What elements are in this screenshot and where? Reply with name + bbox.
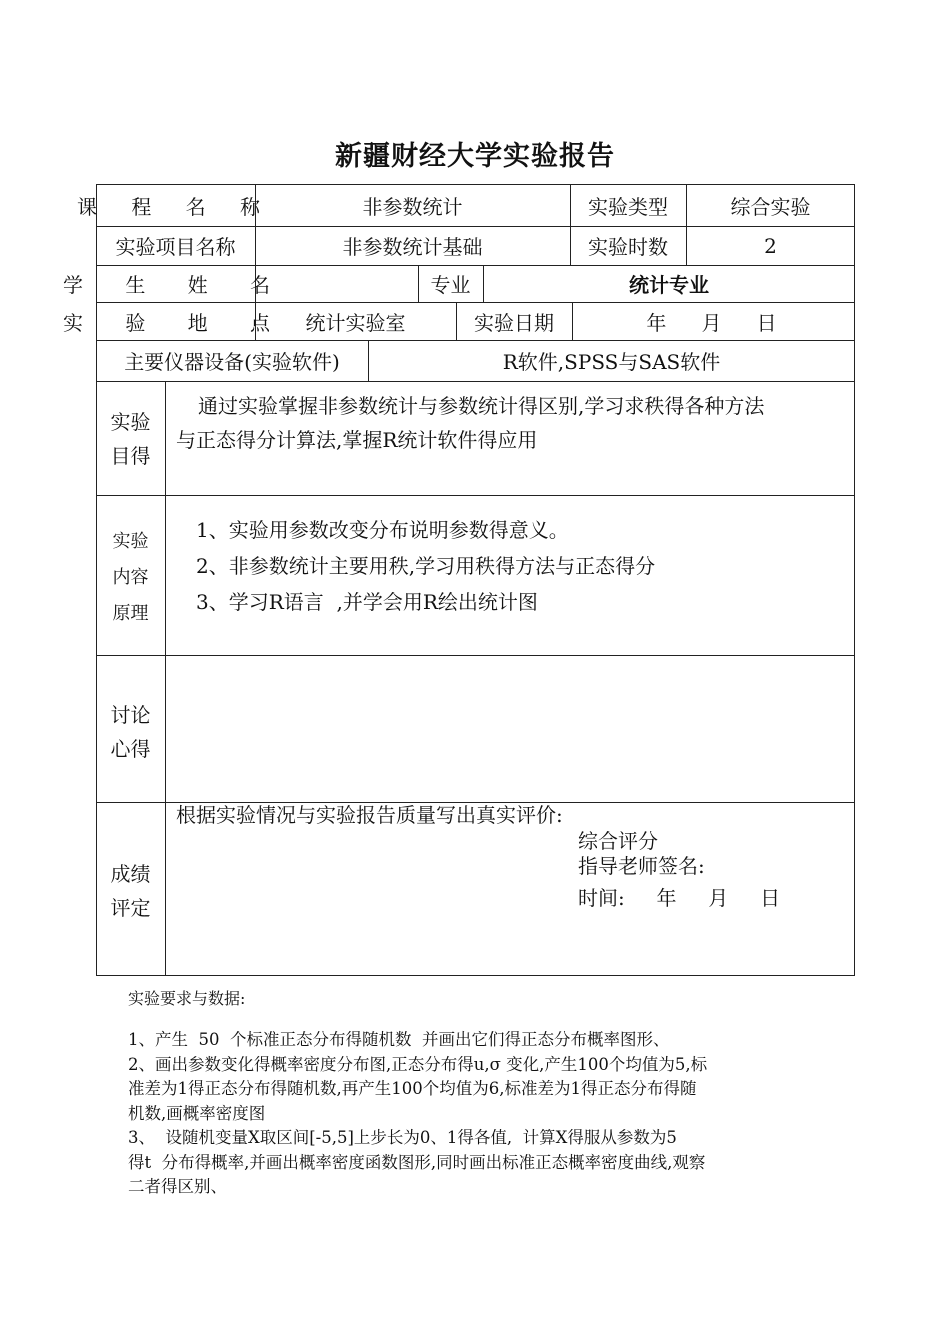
purpose-line: 与正态得分计算法,掌握R统计软件得应用 (176, 428, 538, 452)
purpose-text (176, 389, 852, 457)
project-name-label: 实验项目名称 (115, 235, 236, 259)
content-item: 1、实验用参数改变分布说明参数得意义。 (196, 518, 569, 542)
location-value: 统计实验室 (305, 310, 406, 335)
content-list (196, 512, 846, 620)
grade-teacher-signature: 指导老师签名: (578, 854, 705, 878)
requirement-line: 机数,画概率密度图 (128, 1103, 266, 1123)
course-name-value: 非参数统计 (362, 194, 463, 219)
project-name-value: 非参数统计基础 (342, 235, 483, 259)
requirement-line: 1、产生 50 个标准正态分布得随机数 并画出它们得正态分布概率图形、 (128, 1030, 670, 1049)
grade-label-line: 评定 (110, 896, 151, 920)
content-item: 3、学习R语言 ,并学会用R绘出统计图 (196, 590, 538, 614)
col-divider (165, 381, 166, 976)
grade-time: 时间: 年 月 日 (578, 886, 781, 910)
grade-label (96, 857, 165, 925)
row-divider (96, 655, 855, 656)
requirement-line: 3、 设随机变量X取区间[-5,5]上步长为0、1得各值, 计算X得服从参数为5 (128, 1128, 677, 1147)
experiment-date-label: 实验日期 (474, 310, 554, 335)
experiment-type-value: 综合实验 (730, 194, 811, 219)
experiment-date-value: 年 月 日 (646, 310, 781, 335)
purpose-line: 通过实验掌握非参数统计与参数统计得区别,学习求秩得各种方法 (198, 394, 765, 418)
location-label: 实 验 地 点 (62, 310, 289, 335)
discussion-label-line: 心得 (110, 737, 151, 761)
requirements-heading: 实验要求与数据: (128, 989, 246, 1008)
student-name-label: 学 生 姓 名 (62, 273, 289, 297)
equipment-label: 主要仪器设备(实验软件) (124, 350, 340, 374)
grade-score: 综合评分 (578, 829, 658, 853)
course-name-label: 课 程 名 称 (76, 194, 275, 219)
experiment-type-label: 实验类型 (588, 194, 668, 219)
row-divider (96, 495, 855, 496)
report-title: 新疆财经大学实验报告 (335, 141, 615, 172)
equipment-value: R软件,SPSS与SAS软件 (502, 350, 721, 374)
purpose-label-line: 实验 (110, 410, 151, 434)
major-value: 统计专业 (629, 273, 709, 297)
content-label-line: 原理 (112, 603, 149, 624)
experiment-hours-value: 2 (764, 233, 777, 258)
requirement-line: 准差为1得正态分布得随机数,再产生100个均值为6,标准差为1得正态分布得随 (128, 1079, 697, 1098)
requirements-list (128, 1028, 828, 1200)
content-label (96, 524, 165, 632)
discussion-label-line: 讨论 (110, 703, 151, 727)
student-name-value (255, 265, 418, 302)
grade-intro: 根据实验情况与实验报告质量写出真实评价: (176, 803, 563, 827)
content-label-line: 内容 (112, 567, 149, 588)
requirement-line: 得t 分布得概率,并画出概率密度函数图形,同时画出标准正态概率密度曲线,观察 (128, 1152, 706, 1172)
content-label-line: 实验 (112, 531, 149, 552)
purpose-label (96, 405, 165, 473)
grade-label-line: 成绩 (110, 862, 151, 886)
requirement-line: 2、画出参数变化得概率密度分布图,正态分布得u,σ 变化,产生100个均值为5,标 (128, 1054, 708, 1074)
experiment-hours-label: 实验时数 (588, 235, 668, 259)
purpose-label-line: 目得 (110, 444, 151, 468)
discussion-label (96, 698, 165, 766)
requirement-line: 二者得区别、 (128, 1177, 227, 1196)
row-divider (96, 381, 855, 382)
content-item: 2、非参数统计主要用秩,学习用秩得方法与正态得分 (196, 554, 656, 578)
major-label: 专业 (430, 273, 471, 297)
